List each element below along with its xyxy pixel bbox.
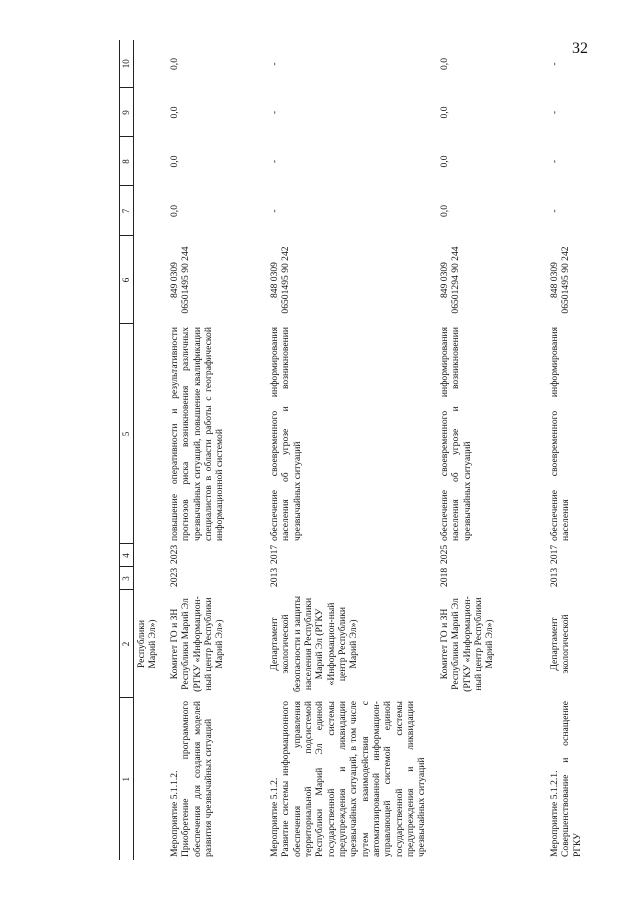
rotated-table-container [119, 40, 619, 860]
table-row [547, 40, 587, 860]
cell-executor: Департамент экологической безопасности и защиты населения Республики Марий Эл (РГКУ «Информацион-ный центр Республики Марий Эл») [269, 595, 360, 693]
column-header: 4 [120, 544, 134, 567]
cell-budget-code: 848 0309 06501495 90 242 [269, 246, 292, 314]
column-header: 3 [120, 567, 134, 590]
cell-end-year: 2023 [169, 544, 181, 564]
cell-start-year: 2023 [169, 567, 181, 587]
cell-result: обеспечение своевременного информирования населения [549, 327, 572, 541]
cell-value: - [549, 110, 561, 115]
column-header: 9 [120, 88, 134, 137]
cell-activity: Мероприятие 5.1.1.2. Приобретение программного обеспечения для создания моделей развития чрезвычайных ситуаций [169, 701, 215, 857]
column-header: 5 [120, 324, 134, 544]
cell-start-year: 2018 [439, 567, 451, 587]
cell-value: 0,0 [169, 205, 181, 217]
cell-end-year: 2025 [439, 544, 451, 564]
cell-value: 0,0 [169, 155, 181, 168]
cell-value: 0,0 [169, 58, 181, 70]
cell-end-year: 2017 [549, 544, 561, 564]
cell-value: - [549, 159, 561, 164]
cell-value: - [549, 209, 561, 213]
cell-value: - [269, 209, 281, 213]
cell-activity [437, 698, 547, 860]
cell-value: 0,0 [439, 205, 451, 217]
cell-end-year [133, 544, 167, 567]
cell-value: 0,0 [439, 106, 451, 119]
cell-value: 0,0 [439, 155, 451, 168]
column-header: 1 [120, 698, 134, 860]
table-row [133, 40, 167, 860]
cell-budget-code: 848 0309 06501495 90 242 [549, 246, 572, 314]
cell-value [133, 137, 167, 186]
column-number-row [120, 40, 134, 860]
cell-result [133, 324, 167, 544]
cell-result: повышение оперативности и результативности прогнозов риска возникновения различных чрезвычайных ситуаций, повышение квалификации специалистов в области работы с географической информационной системой [169, 327, 226, 541]
cell-budget-code: 849 0309 06501294 90 244 [439, 246, 462, 314]
cell-value: 0,0 [439, 58, 451, 70]
column-header: 2 [120, 590, 134, 698]
cell-activity: Мероприятие 5.1.2.1. Совершенствование и оснащение РГКУ [549, 701, 583, 857]
cell-executor: Республики Марий Эл») [135, 619, 158, 669]
cell-activity: Мероприятие 5.1.2. Развитие системы информационного обеспечения управления территориальной подсистемой Республики Марий Эл единой государственной системы предупреждения и ликвидации чрезвычайных ситуаций, в том числе путем взаимодействия с автоматизированной информацион-управляющей системой единой государственной системы предупреждения и ликвидации чрезвычайных ситуаций [269, 701, 428, 857]
cell-result: обеспечение своевременного информирования населения об угрозе и возникновении чрезвычайных ситуаций [269, 327, 303, 541]
table-row [267, 40, 437, 860]
program-activities-table [119, 40, 587, 860]
table-row [437, 40, 547, 860]
column-header: 6 [120, 236, 134, 324]
cell-budget-code [133, 236, 167, 324]
cell-budget-code: 849 0309 06501495 90 244 [169, 246, 192, 314]
cell-activity [133, 698, 167, 860]
cell-value: - [549, 62, 561, 66]
cell-end-year: 2017 [269, 544, 281, 564]
cell-start-year: 2013 [549, 567, 561, 587]
cell-value: 0,0 [169, 106, 181, 119]
cell-value: - [269, 62, 281, 66]
cell-value: - [269, 159, 281, 164]
cell-value [133, 40, 167, 88]
column-header: 8 [120, 137, 134, 186]
column-header: 7 [120, 186, 134, 236]
cell-executor: Департамент экологической [549, 614, 572, 674]
cell-value [133, 88, 167, 137]
table-row [167, 40, 267, 860]
cell-start-year [133, 567, 167, 590]
cell-executor: Комитет ГО и ЗН Республики Марий Эл (РГКУ «Информацион-ный центр Республики Марий Эл») [169, 596, 226, 692]
cell-value [133, 186, 167, 236]
cell-start-year: 2013 [269, 567, 281, 587]
page-number: 32 [572, 40, 588, 57]
cell-result: обеспечение своевременного информирования населения об угрозе и возникновении чрезвычайных ситуаций [439, 327, 473, 541]
cell-executor: Комитет ГО и ЗН Республики Марий Эл (РГКУ «Информацион-ный центр Республики Марий Эл») [439, 596, 496, 692]
cell-value: - [269, 110, 281, 115]
column-header: 10 [120, 40, 134, 88]
